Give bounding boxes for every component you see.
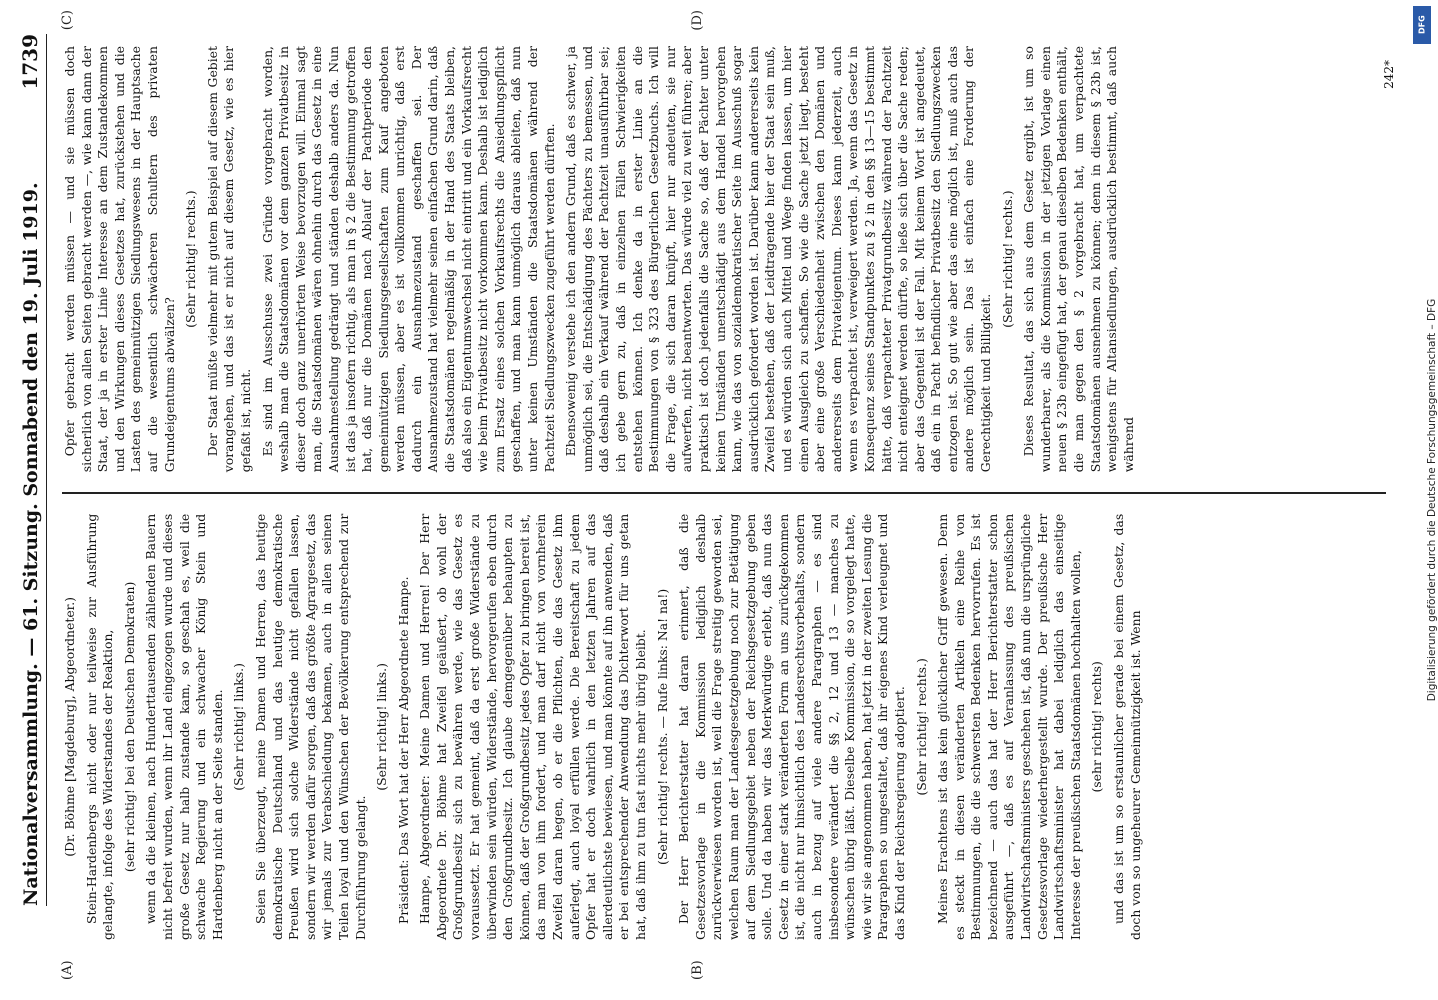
text-columns — [62, 46, 1386, 940]
paragraph: Der Staat müßte vielmehr mit gutem Beispiel auf diesem Gebiet vorangehen, und das ist er nicht auf diesem Gesetz, wie es hier gefaßt ist, nicht. — [204, 46, 253, 473]
paragraph: (sehr richtig! rechts) — [1089, 661, 1105, 793]
paragraph: Stein-Hardenbergs nicht oder nur teilweise zur Ausführung gelangte, infolge des Widerstandes der Reaktion, — [83, 513, 116, 940]
paragraph: Seien Sie überzeugt, meine Damen und Herren, das heutige demokratische Deutschland und das heutige demokratische Preußen wird sich solche Widerstände nicht gefallen lassen, sondern wir werden dafür sorgen, daß das größte Agrargesetz, das wir jemals zur Verabschiedung bekamen, auch in allen seinen Teilen loyal und den Wünschen der Bevölkerung entsprechend zur Durchführung gelangt. — [252, 513, 368, 940]
signature-mark: 242* — [1382, 60, 1396, 89]
dfg-logo: DFG — [1413, 6, 1431, 44]
paragraph: wenn da die kleinen, nach Hunderttausenden zählenden Bauern nicht befreit wurden, wenn ihr Land eingezogen wurde und dieses große Gesetz nur halb zustande kam, so geschah es, weil die schwache Regierung und ein schwacher König Stein und Hardenberg nicht an der Seite standen. — [143, 513, 225, 940]
paragraph: Präsident: Das Wort hat der Herr Abgeordnete Hampe. — [395, 576, 411, 924]
paragraph: (Sehr richtig! rechts.) — [913, 658, 929, 796]
margin-letter-b: (B) — [690, 960, 705, 980]
column-rule — [62, 492, 1386, 494]
paragraph: Hampe, Abgeordneter: Meine Damen und Herren! Der Herr Abgeordnete Dr. Böhme hat Zweifel geäußert, ob wohl der Großgrundbesitz sich zu bewähren werde, wie das Gesetz es voraussetzt. Er hat gemeint, daß da erst große Widerstände zu überwinden sein würden, Widerstände, hervorgerufen eben durch den Großgrundbesitz. Ich glaube demgegenüber behaupten zu können, daß der Großgrundbesitz jedes Opfer zu bringen bereit ist, das man von ihm fordert, und man darf nicht von vornherein Zweifel daran hegen, ob er die Pflichten, die das Gesetz ihm auferlegt, auch loyal erfüllen werde. Die Bereitschaft zu jedem Opfer hat er doch wahrlich in den letzten Jahren auf das allerdeutlichste bewiesen, und man könnte auf ihn anwenden, daß er bei entsprechender Anwendung das Dichterwort für uns getan hat, daß ihm zu tun fast nichts mehr übrig bleibt. — [417, 513, 648, 940]
left-column — [62, 514, 1386, 940]
margin-letter-c: (C) — [60, 10, 75, 31]
margin-letter-d: (D) — [690, 10, 705, 31]
digitization-note-text: Digitalisierung gefördert durch die Deutsche Forschungsgemeinschaft – DFG — [1426, 298, 1438, 702]
paragraph: und das ist um so erstaunlicher gerade bei einem Gesetz, das doch von so ungeheurer Gemeinnützigkeit ist. Wenn — [1111, 513, 1143, 940]
digitization-note — [1404, 10, 1438, 990]
paragraph: (Sehr richtig! links.) — [374, 663, 390, 791]
paragraph: (Sehr richtig! rechts.) — [183, 190, 199, 328]
paragraph: (Dr. Böhme [Magdeburg], Abgeordneter.) — [62, 596, 77, 857]
paragraph: Opfer gebracht werden müssen — und sie müssen doch sicherlich von allen Seiten gebracht werden —, wie kann dann der Staat, der ja in erster Linie Interesse an dem Zustandekommen und den Wirkungen dieses Gesetzes hat, zurückstehen und die Lasten des gemeinnützigen Siedlungswesens in der Hauptsache auf die wesentlich schwächeren Schultern des privaten Grundeigentums abwälzen? — [62, 46, 177, 473]
paragraph: Dieses Resultat, das sich aus dem Gesetz ergibt, ist um so wunderbarer, als die Kommission in der jetzigen Vorlage einen neuen § 23b eingefügt hat, der genau dieselben Bedenken enthält, die man gegen den § 2 vorgebracht hat, um verpachtete Staatsdomänen ausnehmen zu können; denn in diesem § 23b ist, wenigstens für Altansiedlungen, ausdrücklich bestimmt, daß auch während — [1021, 46, 1136, 473]
paragraph: Meines Erachtens ist das kein glücklicher Griff gewesen. Denn es steckt in diesen veränderten Artikeln eine Reihe von Bestimmungen, die die schwersten Bedenken hervorrufen. Es ist bezeichnend — auch das hat der Herr Berichterstatter schon ausgeführt —, daß es auf Veranlassung des preußischen Landwirtschaftsministers geschehen ist, daß nun die ursprüngliche Gesetzesvorlage wiederhergestellt wurde. Der preußische Herr Landwirtschaftsminister hat dabei lediglich das einseitige Interesse der preußischen Staatsdomänen hochhalten wollen, — [935, 513, 1083, 940]
paragraph: (sehr richtig! bei den Deutschen Demokraten) — [121, 581, 137, 873]
right-column — [62, 46, 1386, 472]
paragraph: Es sind im Ausschusse zwei Gründe vorgebracht worden, weshalb man die Staatsdomänen vor dem ganzen Privatbesitz in dieser doch ganz unerhörten Weise bevorzugen will. Einmal sagt man, die Staatsdomänen wären ohnehin durch das Gesetz in eine Ausnahmestellung gedrängt und ständen deshalb anders da. Nun ist das ja insofern richtig, als man in § 2 die Bestimmung getroffen hat, daß nur die Domänen nach Ablauf der Pachtperiode den gemeinnützigen Siedlungsgesellschaften zum Kauf angeboten werden müssen, aber es ist vollkommen unrichtig, daß erst dadurch ein Ausnahmezustand geschaffen sei. Der Ausnahmezustand hat vielmehr seinen einfachen Grund darin, daß die Staatsdomänen regelmäßig in der Hand des Staats bleiben, daß also ein Eigentumswechsel nicht eintritt und ein Vorkaufsrecht wie beim Privatbesitz nicht vorkommen kann. Deshalb ist lediglich zum Ersatz eines solchen Vorkaufsrechts die Ansiedlungspflicht geschaffen, und man kann unmöglich daraus ableiten, daß nun unter keinen Umständen die Staatsdomänen während der Pachtzeit Siedlungszwecken zugeführt werden dürften. — [259, 46, 557, 473]
margin-letter-a: (A) — [60, 960, 75, 980]
running-title: Nationalversammlung. — 61. Sitzung. Sonnabend den 19. Juli 1919. — [20, 182, 42, 906]
paragraph: Der Herr Berichterstatter hat daran erinnert, daß die Gesetzesvorlage in die Kommission lediglich deshalb zurückverwiesen worden ist, weil die Frage streitig geworden sei, welchen Raum man der Landesgesetzgebung noch zur Betätigung auf dem Siedlungsgebiet neben der Reichsgesetzgebung geben solle. Und da haben wir das Merkwürdige erlebt, daß nun das Gesetz in einer stark veränderten Form an uns zurückgekommen ist, die nicht nur hinsichtlich des Landesrechtsvorbehalts, sondern auch in bezug auf viele andere Paragraphen — es sind insbesondere verändert die §§ 2, 12 und 13 — manches zu wünschen übrig läßt. Dieselbe Kommission, die so vorgelegt hatte, wie wir sie angenommen haben, hat jetzt in der zweiten Lesung die Paragraphen so umgestaltet, daß ihr eigenes Kind verleugnet und das Kind der Reichsregierung adoptiert. — [676, 513, 907, 940]
paragraph: Ebensowenig verstehe ich den andern Grund, daß es schwer, ja unmöglich sei, die Entschädigung des Pächters zu bemessen, und daß deshalb ein Verkauf während der Pachtzeit unausführbar sei; ich gebe gern zu, daß in einzelnen Fällen Schwierigkeiten entstehen können. Ich denke da in erster Linie an die Bestimmungen von § 323 des Bürgerlichen Gesetzbuchs. Ich will die Frage, die sich daran knüpft, hier nur andeuten, sie nur aufwerfen, nicht beantworten. Das würde viel zu weit führen; aber praktisch ist doch jedenfalls die Sache so, daß der Pächter unter keinen Umständen unentschädigt aus dem Handel hervorgehen kann, wie das von sozialdemokratischer Seite im Ausschuß sogar ausdrücklich gefordert worden ist. Darüber kann andererseits kein Zweifel bestehen, daß der Leidtragende hier der Staat sein muß, und es würden sich auch Mittel und Wege finden lassen, um hier einen Ausgleich zu schaffen. So wie die Sache jetzt liegt, besteht aber eine große Verschiedenheit zwischen den Domänen und andererseits dem Privateigentum. Dieses kann jederzeit, auch wenn es verpachtet ist, verweigert werden. Ja, wenn das Gesetz in Konsequenz seines Standpunktes zu § 2 in den §§ 13—15 bestimmt hätte, daß verpachteter Privatgrundbesitz während der Pachtzeit nicht enteignet werden dürfte, so ließe sich über die Sache reden; aber das Gegenteil ist der Fall. Mit keinem Wort ist angedeutet, daß ein in Pacht befindlicher Privatbesitz den Siedlungszwecken entzogen ist. So gut wie aber das eine möglich ist, muß auch das andere möglich sein. Das ist einfach eine Forderung der Gerechtigkeit und Billigkeit. — [563, 46, 994, 473]
paragraph: (Sehr richtig! rechts.) — [999, 190, 1015, 328]
paragraph: (Sehr richtig! rechts. — Rufe links: Na! na!) — [654, 588, 670, 865]
page-number: 1739 — [18, 34, 42, 90]
paragraph: (Sehr richtig! links.) — [231, 663, 247, 791]
page-header — [18, 34, 47, 906]
